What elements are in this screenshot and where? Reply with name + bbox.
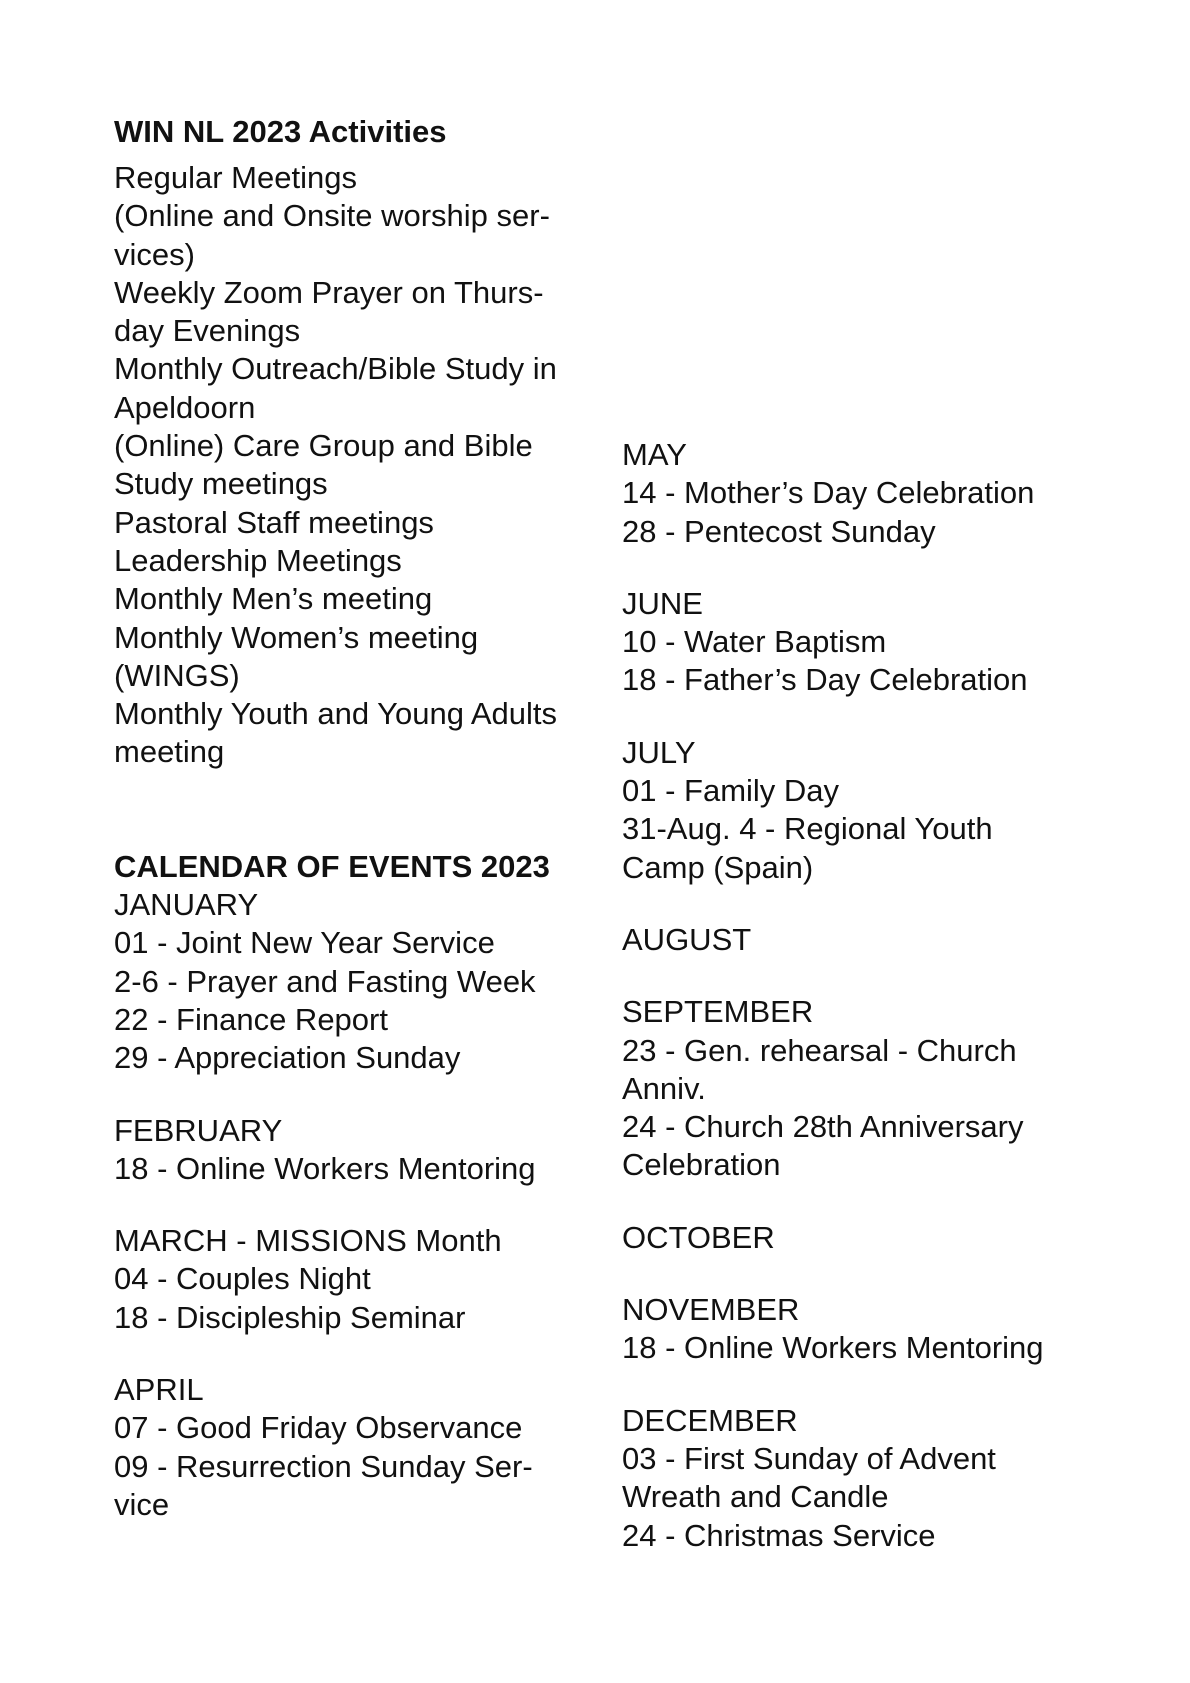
event-line: 18 - Online Workers Mentoring [114,1150,536,1186]
activity-line: Monthly Men’s meeting [114,581,433,617]
activity-line: Monthly Women’s meeting [114,619,479,655]
activity-line: Monthly Outreach/Bible Study in [114,351,557,387]
activity-line: (Online and Onsite worship ser- [114,198,550,234]
event-line: 09 - Resurrection Sunday Ser- [114,1448,533,1484]
activity-line: Weekly Zoom Prayer on Thurs- [114,274,544,310]
activity-line: day Evenings [114,313,301,349]
month-name: AUGUST [622,921,752,957]
month-name: JANUARY [114,887,259,923]
event-line: 03 - First Sunday of Advent [622,1440,996,1476]
month-name: JULY [622,734,696,770]
month-name: FEBRUARY [114,1112,283,1148]
event-line: 01 - Joint New Year Service [114,925,495,961]
month-july [622,734,1142,887]
event-line: 07 - Good Friday Observance [114,1410,523,1446]
event-line: 01 - Family Day [622,773,840,809]
activity-line: vices) [114,236,195,272]
activity-line: Pastoral Staff meetings [114,504,434,540]
event-line: Anniv. [622,1070,706,1106]
month-name: JUNE [622,585,703,621]
event-line: 04 - Couples Night [114,1261,371,1297]
activity-line: (Online) Care Group and Bible [114,428,533,464]
month-october [622,1219,1142,1257]
event-line: vice [114,1486,170,1522]
month-name: NOVEMBER [622,1292,800,1328]
month-name: SEPTEMBER [622,994,814,1030]
event-line: 22 - Finance Report [114,1001,388,1037]
activity-line: Apeldoorn [114,389,256,425]
event-line: Celebration [622,1147,781,1183]
event-line: 29 - Appreciation Sunday [114,1040,461,1076]
event-line: 28 - Pentecost Sunday [622,513,936,549]
activities-list [114,159,594,772]
month-may [622,436,1142,551]
month-name: MARCH - MISSIONS Month [114,1223,502,1259]
month-march [114,1222,594,1337]
month-name: MAY [622,437,687,472]
event-line: 14 - Mother’s Day Celebration [622,475,1035,511]
activities-heading: WIN NL 2023 Activities [114,114,447,149]
event-line: 18 - Online Workers Mentoring [622,1330,1044,1366]
event-line: Wreath and Candle [622,1479,889,1515]
month-name: APRIL [114,1372,204,1408]
activity-line: (WINGS) [114,657,240,693]
activity-line: Leadership Meetings [114,542,402,578]
month-february [114,1112,594,1189]
month-april [114,1371,594,1524]
month-september [622,993,1142,1184]
right-column [622,436,1142,1555]
activity-line: Study meetings [114,466,328,502]
event-line: 2-6 - Prayer and Fasting Week [114,963,536,999]
event-line: 31-Aug. 4 - Regional Youth [622,811,993,847]
activity-line: Regular Meetings [114,160,357,195]
event-line: 18 - Father’s Day Celebration [622,662,1028,698]
month-november [622,1291,1142,1368]
event-line: Camp (Spain) [622,849,814,885]
month-june [622,585,1142,700]
event-line: 10 - Water Baptism [622,624,887,660]
calendar-heading: CALENDAR OF EVENTS 2023 [114,848,550,884]
month-name: DECEMBER [622,1402,798,1438]
month-january [114,886,594,1077]
month-name: OCTOBER [622,1219,775,1255]
event-line: 24 - Church 28th Anniversary [622,1109,1024,1145]
activity-line: Monthly Youth and Young Adults [114,696,558,732]
event-line: 23 - Gen. rehearsal - Church [622,1032,1017,1068]
month-august [622,921,1142,959]
month-december [622,1402,1142,1555]
left-column [114,113,594,1524]
activity-line: meeting [114,734,225,770]
event-line: 18 - Discipleship Seminar [114,1299,466,1335]
event-line: 24 - Christmas Service [622,1517,936,1553]
